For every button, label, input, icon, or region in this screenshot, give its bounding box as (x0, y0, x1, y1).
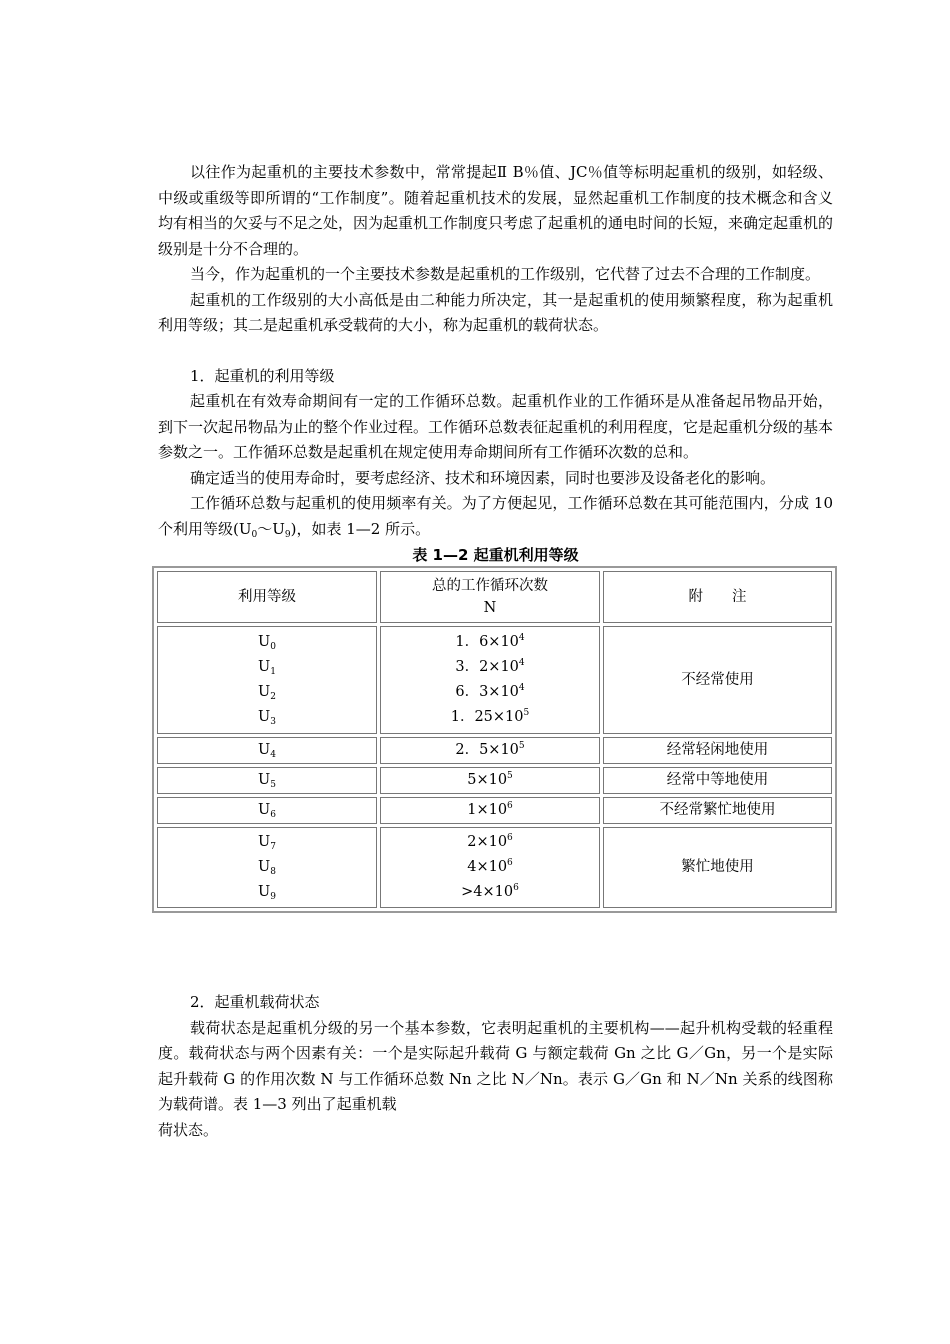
table-row (157, 626, 832, 734)
cycles-cell: $2\times 10^6$ $4\times 10^6$ $>4\times 10^6$ (380, 827, 600, 908)
class-cell: $U_4$ (157, 737, 377, 764)
table-row (157, 767, 832, 794)
paragraph-work-class: 当今，作为起重机的一个主要技术参数是起重机的工作级别，它代替了过去不合理的工作制度。 (190, 265, 821, 283)
document-page (158, 160, 834, 1139)
cycles-cell: $5\times 10^5$ (380, 767, 600, 794)
cycles-cell: 1．$6\times 10^4$ 3．$2\times 10^4$ 6．$3\times 10^4$ 1．$25\times 10^5$ (380, 626, 600, 734)
cycles-cell: 2．$5\times 10^5$ (380, 737, 600, 764)
table-row (157, 737, 832, 764)
paragraph-utilization-classes: 工作循环总数与起重机的使用频率有关。为了方便起见，工作循环总数在其可能范围内，分成 10 个利用等级$(U_0\sim U_9)$，如表 1—2 所示。 (158, 494, 833, 540)
paragraph-load-state: 载荷状态是起重机分级的另一个基本参数，它表明起重机的主要机构——起升机构受载的轻重程度。载荷状态与两个因素有关：一个是实际起升载荷 G 与额定载荷 Gn 之比 G／Gn，另一个是实际起升载荷 G 的作用次数 N 与工作循环总数 Nn 之比 N／Nn。表示 G／Gn 和 N／Nn 关系的线图称为载荷谱。表 1—3 列出了起重机载 (158, 1018, 833, 1113)
remark-cell: 不经常繁忙地使用 (603, 797, 832, 824)
table-row (157, 827, 832, 908)
table-header-row (157, 571, 832, 623)
cycles-cell: $1\times 10^6$ (380, 797, 600, 824)
table-caption: 表 1—2 起重机利用等级 (412, 546, 579, 564)
remark-cell: 经常轻闲地使用 (603, 737, 832, 764)
paragraph-work-cycles: 起重机在有效寿命期间有一定的工作循环总数。起重机作业的工作循环是从准备起吊物品开始，到下一次起吊物品为止的整个作业过程。工作循环总数表征起重机的利用程度，它是起重机分级的基本参数之一。工作循环总数是起重机在规定使用寿命期间所有工作循环次数的总和。 (158, 392, 834, 461)
section-heading-load-state: 2．起重机载荷状态 (190, 993, 320, 1011)
section-heading-utilization: 1．起重机的利用等级 (190, 366, 335, 385)
paragraph-service-life: 确定适当的使用寿命时，要考虑经济、技术和环境因素，同时也要涉及设备老化的影响。 (190, 468, 776, 487)
class-cell: $U_5$ (157, 767, 377, 794)
class-cell: $U_6$ (157, 797, 377, 824)
utilization-class-table (152, 566, 837, 913)
class-cell: $U_0$ $U_1$ $U_2$ $U_3$ (157, 626, 377, 734)
class-cell: $U_7$ $U_8$ $U_9$ (157, 827, 377, 908)
header-remarks: 附 注 (603, 571, 832, 623)
remark-cell: 不经常使用 (603, 626, 832, 734)
paragraph-work-system: 以往作为起重机的主要技术参数中，常常提起Ⅱ B％值、JC％值等标明起重机的级别，如轻级、中级或重级等即所谓的“工作制度”。随着起重机技术的发展，显然起重机工作制度的技术概念和含义均有相当的欠妥与不足之处，因为起重机工作制度只考虑了起重机的通电时间的长短，来确定起重机的级别是十分不合理的。 (158, 163, 834, 258)
paragraph-two-factors: 起重机的工作级别的大小高低是由二种能力所决定，其一是起重机的使用频繁程度，称为起重机利用等级；其二是起重机承受载荷的大小，称为起重机的载荷状态。 (158, 290, 833, 334)
header-total-cycles: 总的工作循环次数 N (380, 571, 600, 623)
remark-cell: 繁忙地使用 (603, 827, 832, 908)
remark-cell: 经常中等地使用 (603, 767, 832, 794)
header-utilization-class: 利用等级 (157, 571, 377, 623)
table-row (157, 797, 832, 824)
load-state-section (158, 990, 833, 1143)
paragraph-load-state-end: 荷状态。 (158, 1120, 219, 1139)
